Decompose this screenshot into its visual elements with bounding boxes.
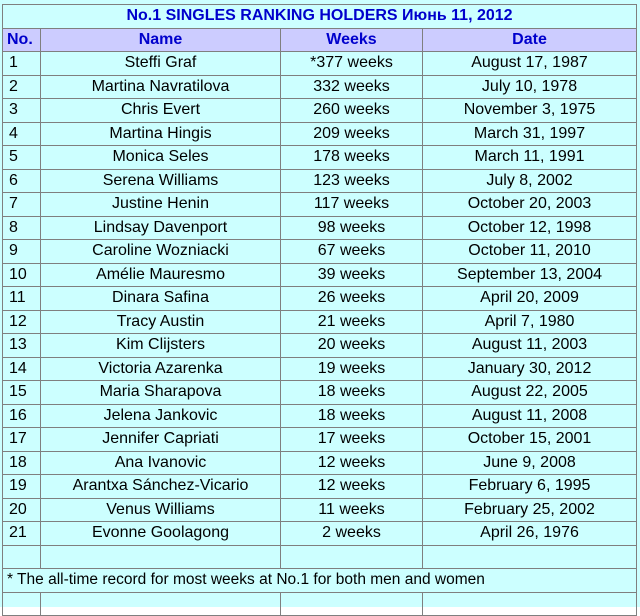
cell-no: 14 [3,357,41,381]
cell-date: March 31, 1997 [423,122,637,146]
cell-name: Steffi Graf [41,52,281,76]
cell-weeks: 39 weeks [281,263,423,287]
table-row [3,75,637,99]
cell-no: 20 [3,498,41,522]
header-row [3,28,637,52]
cell-date: March 11, 1991 [423,146,637,170]
cell-weeks: 332 weeks [281,75,423,99]
cell-name: Jelena Jankovic [41,404,281,428]
cell-date: August 11, 2008 [423,404,637,428]
cell-name: Jennifer Capriati [41,428,281,452]
table-row [3,334,637,358]
header-no: No. [3,28,41,52]
table-row [3,428,637,452]
cell-date: August 17, 1987 [423,52,637,76]
cell-no: 8 [3,216,41,240]
cell-date: April 7, 1980 [423,310,637,334]
table-title: No.1 SINGLES RANKING HOLDERS Июнь 11, 2012 [3,5,637,29]
cell-name: Monica Seles [41,146,281,170]
cell-weeks: 2 weeks [281,522,423,546]
table-row [3,122,637,146]
cell-weeks: 12 weeks [281,475,423,499]
table-row [3,310,637,334]
cell-no: 17 [3,428,41,452]
cell-date: April 26, 1976 [423,522,637,546]
cell-date: January 30, 2012 [423,357,637,381]
cell-date: October 15, 2001 [423,428,637,452]
cell-name: Caroline Wozniacki [41,240,281,264]
cell-name: Evonne Goolagong [41,522,281,546]
cell-date: June 9, 2008 [423,451,637,475]
header-date: Date [423,28,637,52]
header-weeks: Weeks [281,28,423,52]
cell-name: Maria Sharapova [41,381,281,405]
cell-date: July 10, 1978 [423,75,637,99]
cell-date: February 25, 2002 [423,498,637,522]
cell-name: Justine Henin [41,193,281,217]
table-row [3,381,637,405]
cell-no: 7 [3,193,41,217]
empty-cell [3,545,41,569]
cell-weeks: 123 weeks [281,169,423,193]
cell-weeks: 178 weeks [281,146,423,170]
table-row [3,146,637,170]
table-row [3,52,637,76]
cell-date: July 8, 2002 [423,169,637,193]
cell-weeks: *377 weeks [281,52,423,76]
cell-no: 4 [3,122,41,146]
cell-weeks: 12 weeks [281,451,423,475]
cell-weeks: 20 weeks [281,334,423,358]
cell-no: 1 [3,52,41,76]
cell-name: Venus Williams [41,498,281,522]
cell-weeks: 17 weeks [281,428,423,452]
empty-cell [3,592,41,616]
cell-date: August 11, 2003 [423,334,637,358]
cell-name: Ana Ivanovic [41,451,281,475]
cell-no: 10 [3,263,41,287]
cell-weeks: 117 weeks [281,193,423,217]
table-row [3,475,637,499]
cell-weeks: 19 weeks [281,357,423,381]
cell-weeks: 21 weeks [281,310,423,334]
cell-date: February 6, 1995 [423,475,637,499]
cell-name: Martina Hingis [41,122,281,146]
cell-name: Chris Evert [41,99,281,123]
cell-name: Lindsay Davenport [41,216,281,240]
cell-date: October 12, 1998 [423,216,637,240]
cell-weeks: 18 weeks [281,381,423,405]
table-row [3,357,637,381]
table-row [3,522,637,546]
cell-name: Serena Williams [41,169,281,193]
cell-weeks: 26 weeks [281,287,423,311]
table-row [3,451,637,475]
cell-name: Arantxa Sánchez-Vicario [41,475,281,499]
table-row [3,169,637,193]
cell-no: 9 [3,240,41,264]
empty-row [3,545,637,569]
cell-weeks: 11 weeks [281,498,423,522]
table-row [3,216,637,240]
cell-weeks: 67 weeks [281,240,423,264]
cell-name: Dinara Safina [41,287,281,311]
cell-no: 16 [3,404,41,428]
empty-cell [281,545,423,569]
table-body [3,52,637,546]
cell-weeks: 209 weeks [281,122,423,146]
cell-name: Martina Navratilova [41,75,281,99]
cell-no: 15 [3,381,41,405]
cell-name: Victoria Azarenka [41,357,281,381]
cell-date: October 11, 2010 [423,240,637,264]
cell-no: 5 [3,146,41,170]
cell-name: Amélie Mauresmo [41,263,281,287]
cell-weeks: 260 weeks [281,99,423,123]
table-row [3,287,637,311]
empty-cell [281,592,423,616]
ranking-table [2,4,637,616]
cell-no: 12 [3,310,41,334]
cell-no: 13 [3,334,41,358]
header-name: Name [41,28,281,52]
cell-weeks: 18 weeks [281,404,423,428]
footnote-row [3,569,637,593]
cell-no: 18 [3,451,41,475]
cell-no: 19 [3,475,41,499]
cell-date: August 22, 2005 [423,381,637,405]
cell-no: 21 [3,522,41,546]
empty-cell [423,545,637,569]
cell-name: Kim Clijsters [41,334,281,358]
empty-row [3,592,637,616]
table-row [3,498,637,522]
cell-no: 6 [3,169,41,193]
cell-date: September 13, 2004 [423,263,637,287]
table-row [3,263,637,287]
cell-no: 2 [3,75,41,99]
empty-cell [423,592,637,616]
cell-date: November 3, 1975 [423,99,637,123]
cell-date: October 20, 2003 [423,193,637,217]
title-row [3,5,637,29]
table-row [3,240,637,264]
cell-no: 3 [3,99,41,123]
cell-name: Tracy Austin [41,310,281,334]
empty-cell [41,592,281,616]
cell-weeks: 98 weeks [281,216,423,240]
footnote: * The all-time record for most weeks at No.1 for both men and women [3,569,637,593]
table-row [3,404,637,428]
cell-no: 11 [3,287,41,311]
empty-cell [41,545,281,569]
cell-date: April 20, 2009 [423,287,637,311]
table-row [3,99,637,123]
table-row [3,193,637,217]
